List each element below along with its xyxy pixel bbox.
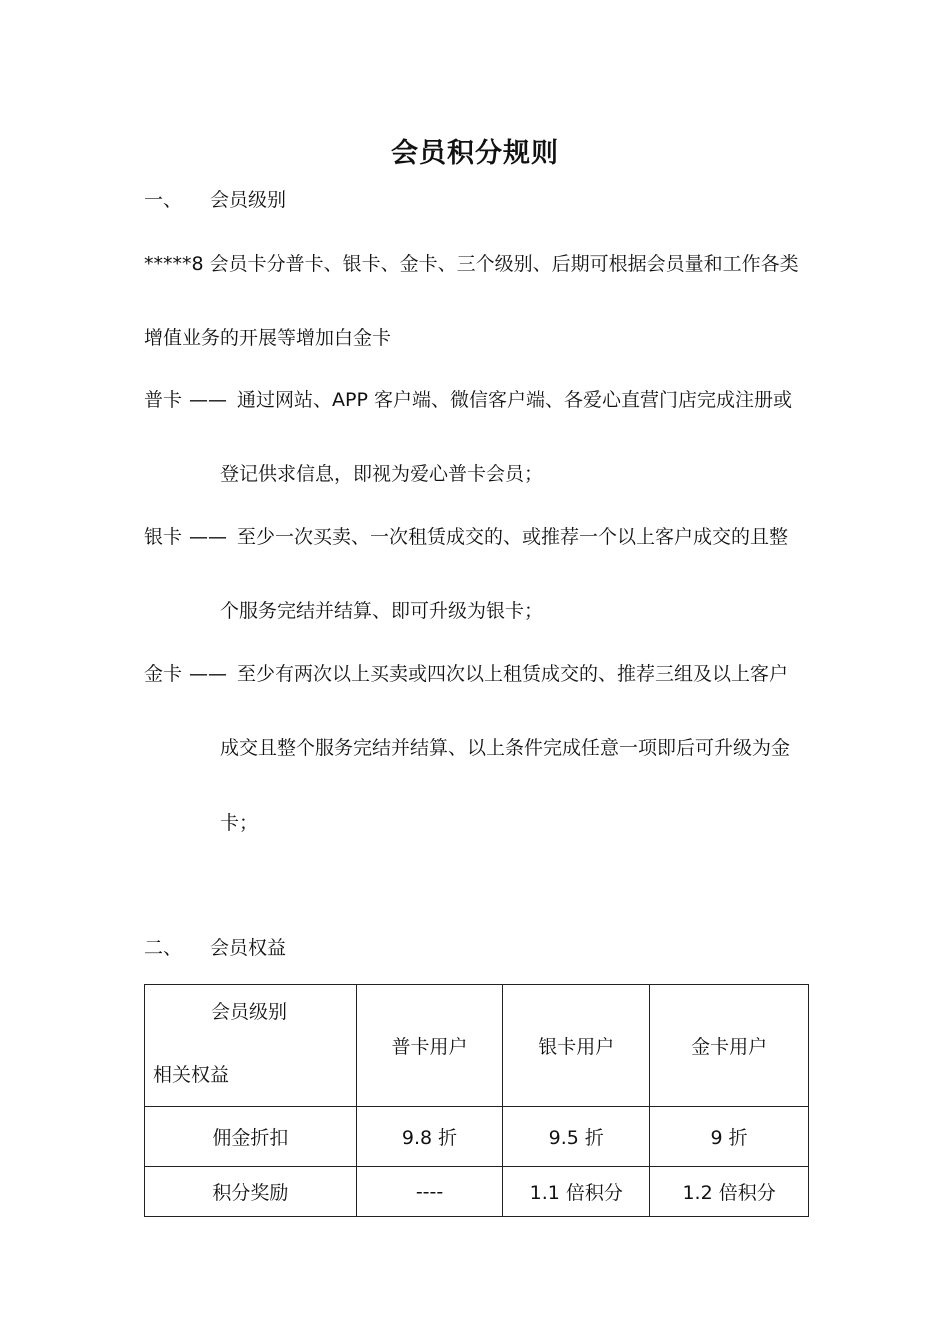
cell-commission-gold: 9 折 [650, 1107, 809, 1167]
corner-label-level: 会员级别 [211, 1001, 288, 1023]
row-label-commission: 佣金折扣 [145, 1107, 357, 1167]
level-standard-line2: 登记供求信息，即视为爱心普卡会员； [220, 463, 544, 485]
level-gold-line3: 卡； [220, 812, 259, 834]
table-row [145, 1167, 809, 1217]
section2-number: 二、 [144, 937, 183, 959]
level-gold-line1: 至少有两次以上买卖或四次以上租赁成交的、推荐三组及以上客户 [237, 663, 789, 685]
level-standard-name: 普卡 [144, 389, 183, 411]
section2-heading: 会员权益 [210, 937, 287, 959]
section1-number: 一、 [144, 189, 183, 211]
level-gold-line2: 成交且整个服务完结并结算、以上条件完成任意一项即后可升级为金 [220, 737, 791, 759]
section1-intro-line2: 增值业务的开展等增加白金卡 [144, 327, 392, 349]
cell-points-silver: 1.1 倍积分 [503, 1167, 650, 1217]
level-standard-line1: 通过网站、APP 客户端、微信客户端、各爱心直营门店完成注册或 [237, 389, 792, 411]
level-silver-line1: 至少一次买卖、一次租赁成交的、或推荐一个以上客户成交的且整 [237, 526, 789, 548]
level-gold-name: 金卡 [144, 663, 183, 685]
level-standard-dash: —— [189, 389, 227, 411]
level-silver-dash: —— [189, 526, 227, 548]
column-header-silver: 银卡用户 [503, 985, 650, 1107]
page-title: 会员积分规则 [391, 138, 559, 169]
row-label-points: 积分奖励 [145, 1167, 357, 1217]
corner-label-benefits: 相关权益 [153, 1064, 230, 1086]
benefits-table [144, 984, 809, 1217]
section1-intro-line1: *****8 会员卡分普卡、银卡、金卡、三个级别、后期可根据会员量和工作各类 [144, 253, 799, 275]
level-silver-line2: 个服务完结并结算、即可升级为银卡； [220, 600, 544, 622]
level-gold-dash: —— [189, 663, 227, 685]
cell-points-standard: ---- [356, 1167, 503, 1217]
cell-commission-silver: 9.5 折 [503, 1107, 650, 1167]
table-corner-cell [145, 985, 357, 1107]
column-header-standard: 普卡用户 [356, 985, 503, 1107]
table-header-row [145, 985, 809, 1107]
column-header-gold: 金卡用户 [650, 985, 809, 1107]
section1-heading: 会员级别 [210, 189, 287, 211]
level-silver-name: 银卡 [144, 526, 183, 548]
cell-commission-standard: 9.8 折 [356, 1107, 503, 1167]
table-row [145, 1107, 809, 1167]
cell-points-gold: 1.2 倍积分 [650, 1167, 809, 1217]
